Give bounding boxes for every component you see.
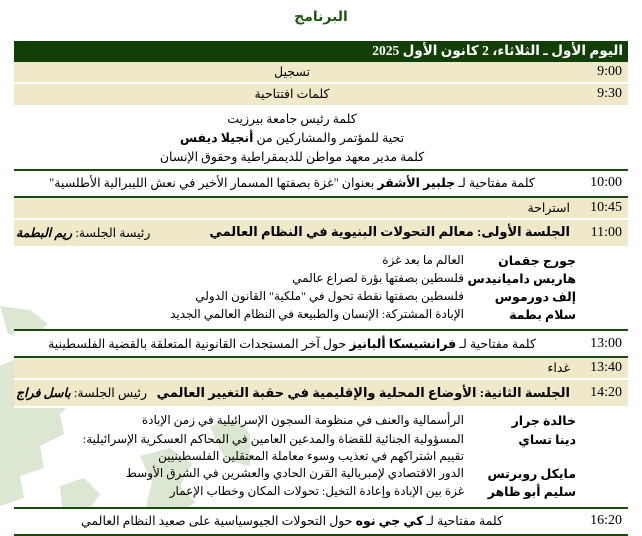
time-label: 10:00	[590, 174, 622, 190]
schedule-row-lunch	[14, 358, 628, 380]
speaker-name: دينا تساي	[518, 432, 576, 447]
opening-line-president	[14, 110, 628, 129]
row-label: استراحة	[527, 200, 570, 215]
time-label: 9:30	[597, 86, 622, 102]
speaker-topic: العالم ما بعد غزة	[382, 252, 464, 267]
speaker-name: مايكل روبرتس	[487, 467, 576, 482]
speaker-topic: الإبادة المشتركة: الإنسان والطبيعة في النظام العالمي الجديد	[170, 307, 464, 322]
time-label: 14:20	[590, 385, 622, 401]
schedule-row-break	[14, 198, 628, 220]
speaker-name: هاريس داميانيدس	[467, 271, 576, 286]
schedule-row-keynote-achcar	[14, 169, 628, 198]
time-label: 13:40	[590, 360, 622, 376]
speaker-topic: فلسطين بصفتها بؤرة لصراع عالمي	[292, 270, 464, 285]
speaker-topic: الرأسمالية والعنف في منظومة السجون الإسرائيلية في زمن الإبادة	[141, 413, 464, 428]
keynote-text: كلمة مفتاحية لـ كي جي نوه حول التحولات الجيوسياسية على صعيد النظام العالمي	[80, 513, 504, 528]
speaker-row	[14, 288, 628, 306]
speaker-row	[14, 252, 628, 270]
speaker-name: إلف دورموس	[494, 290, 576, 304]
schedule-row-keynote-albanese	[14, 329, 628, 358]
time-label: 10:45	[590, 199, 622, 215]
session-title: الجلسة الثانية: الأوضاع المحلية والإقليمية في حقبة التغيير العالمي	[156, 384, 570, 400]
row-label: كلمة رئيس جامعة بيرزيت	[227, 111, 357, 126]
chair-name: ريم البطمة	[16, 225, 73, 240]
speaker-name-inline: كي جي نوه	[355, 513, 424, 528]
speaker-row	[14, 306, 628, 324]
session-chair: رئيس الجلسة: باسل فراج	[16, 386, 148, 401]
schedule-row-session1	[14, 220, 628, 248]
speaker-name-inline: فرانشيسكا ألبانيز	[349, 336, 457, 351]
time-label: 9:00	[597, 64, 622, 80]
speaker-name: سليم أبو ظاهر	[487, 485, 576, 500]
speaker-topic: فلسطين بصفتها نقطة تحول في "ملكية" القانون الدولي	[195, 289, 464, 303]
speaker-name: جورج جقمان	[498, 253, 576, 268]
time-label: 11:00	[590, 224, 622, 240]
speaker-name-inline: جلبير الأشقر	[377, 175, 456, 190]
opening-line-greeting	[14, 129, 628, 148]
speaker-row	[14, 431, 628, 466]
row-label: كلمات افتتاحية	[254, 87, 330, 102]
speaker-row	[14, 270, 628, 288]
speaker-topic: الدور الاقتصادي لإمبريالية القرن الحادي والعشرين في الشرق الأوسط	[125, 466, 464, 481]
day-header: اليوم الأول ـ الثلاثاء، 2 كانون الأول 2025	[14, 41, 628, 62]
speaker-row	[14, 412, 628, 430]
speaker-row	[14, 465, 628, 483]
row-label: تسجيل	[274, 65, 310, 80]
speaker-name-inline: أنجيلا ديفس	[179, 130, 254, 145]
speaker-row	[14, 483, 628, 501]
opening-details	[14, 107, 628, 169]
session2-speakers	[14, 408, 628, 506]
session-chair: رئيسة الجلسة: ريم البطمة	[16, 225, 151, 240]
schedule-row-opening-remarks	[14, 84, 628, 106]
row-label: تحية للمؤتمر والمشاركين من أنجيلا ديفس	[179, 130, 405, 145]
speaker-name: خالدة جرار	[511, 414, 576, 429]
time-label: 16:20	[590, 513, 622, 528]
schedule-row-session2	[14, 380, 628, 408]
schedule-row-registration	[14, 62, 628, 84]
chair-name: باسل فراج	[16, 386, 71, 401]
schedule-row-keynote-noh	[14, 507, 628, 536]
speaker-topic: المسؤولية الجنائية للقضاة والمدعين العامين في المحاكم العسكرية الإسرائيلية: تقييم اشتراكهم في تعذيب وسوء معاملة المعتقلين الفلسطينيين	[82, 431, 464, 463]
speaker-topic: غزة بين الإبادة وإعادة التخيل: تحولات المكان وخطاب الإعمار	[169, 484, 464, 499]
row-label: كلمة مدير معهد مواطن للديمقراطية وحقوق الإنسان	[159, 149, 425, 164]
session1-speakers	[14, 248, 628, 330]
speaker-name: سلام بطمة	[509, 308, 576, 323]
row-label: غداء	[547, 361, 570, 376]
keynote-text: كلمة مفتاحية لـ فرانشيسكا ألبانيز حول آخر المستجدات القانونية المتعلقة بالقضية الفلسطينية	[48, 336, 536, 351]
time-label: 13:00	[590, 335, 622, 351]
keynote-text: كلمة مفتاحية لـ جلبير الأشقر بعنوان "غزة بصفتها المسمار الأخير في نعش الليبرالية الأطلسية"	[49, 175, 535, 190]
session-title: الجلسة الأولى: معالم التحولات البنيوية في النظام العالمي	[209, 224, 570, 240]
opening-line-director	[14, 148, 628, 167]
program-title: البرنامج	[294, 10, 348, 25]
